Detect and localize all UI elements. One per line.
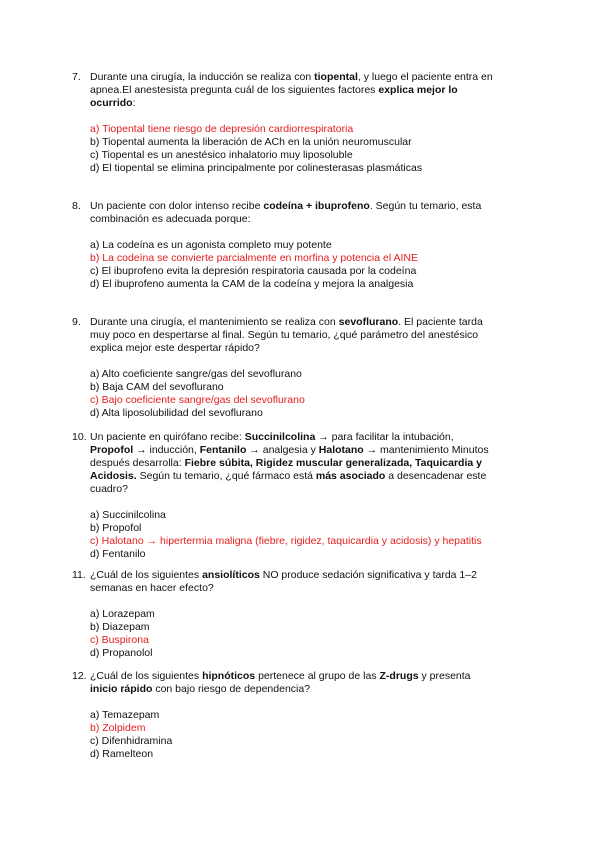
answer-option-correct: b) La codeína se convierte parcialmente en morfina y potencia el AINE bbox=[90, 252, 419, 264]
stem-bold-text: inicio rápido bbox=[90, 683, 153, 695]
answer-option-correct: c) Halotano → hipertermia maligna (fiebre, rigidez, taquicardia y acidosis) y hepatitis bbox=[90, 535, 482, 547]
question-stem bbox=[90, 316, 495, 355]
answer-option: c) Tiopental es un anestésico inhalatorio muy liposoluble bbox=[90, 149, 353, 161]
options-list bbox=[90, 368, 495, 420]
answer-option: b) Propofol bbox=[90, 522, 142, 534]
question-number: 12. bbox=[72, 670, 87, 682]
answer-option: b) Tiopental aumenta la liberación de ACh en la unión neuromuscular bbox=[90, 136, 412, 148]
question-number: 7. bbox=[72, 71, 81, 83]
answer-option: d) El ibuprofeno aumenta la CAM de la codeína y mejora la analgesia bbox=[90, 278, 414, 290]
stem-bold-text: Propofol bbox=[90, 444, 134, 456]
options-list bbox=[90, 123, 495, 175]
stem-bold-text: ansiolíticos bbox=[202, 569, 260, 581]
stem-text: ¿Cuál de los siguientes bbox=[90, 569, 203, 581]
answer-option: a) Lorazepam bbox=[90, 608, 155, 620]
question-9 bbox=[72, 316, 495, 420]
stem-text: Un paciente en quirófano recibe: bbox=[90, 431, 245, 443]
question-number: 11. bbox=[72, 569, 86, 581]
stem-text: → inducción, bbox=[133, 444, 200, 456]
question-stem bbox=[90, 670, 495, 696]
answer-option: a) Alto coeficiente sangre/gas del sevoflurano bbox=[90, 368, 302, 380]
stem-bold-text: hipnóticos bbox=[202, 670, 256, 682]
options-list bbox=[90, 608, 495, 660]
stem-bold-text: más asociado bbox=[315, 470, 386, 482]
question-number: 9. bbox=[72, 316, 81, 328]
question-7 bbox=[72, 71, 495, 175]
question-number: 10. bbox=[72, 431, 87, 443]
answer-option: c) Difenhidramina bbox=[90, 735, 173, 747]
answer-option: a) Temazepam bbox=[90, 709, 160, 721]
answer-option: d) El tiopental se elimina principalmente por colinesterasas plasmáticas bbox=[90, 162, 423, 174]
stem-text: . El paciente tarda muy poco en despertarse al final. Según tu temario, ¿qué parámetro del anestésico explica mejor este despertar rápido? bbox=[90, 316, 483, 354]
answer-option: a) La codeína es un agonista completo muy potente bbox=[90, 239, 332, 251]
stem-text: → mantenimiento Minutos después desarrolla: bbox=[90, 444, 489, 469]
answer-option: d) Propanolol bbox=[90, 647, 153, 659]
stem-bold-text: codeína + ibuprofeno bbox=[263, 200, 370, 212]
stem-text: . Según tu temario, esta combinación es adecuada porque: bbox=[90, 200, 482, 225]
stem-bold-text: explica mejor lo ocurrido bbox=[90, 84, 458, 109]
stem-text: y presenta bbox=[418, 670, 471, 682]
stem-bold-text: sevoflurano bbox=[338, 316, 399, 328]
stem-bold-text: Fentanilo bbox=[199, 444, 247, 456]
question-stem bbox=[90, 569, 495, 595]
answer-option: b) Baja CAM del sevoflurano bbox=[90, 381, 224, 393]
options-list bbox=[90, 709, 495, 761]
stem-bold-text: Fiebre súbita, Rigidez muscular generalizada, Taquicardia y Acidosis. bbox=[90, 457, 482, 482]
stem-text: ¿Cuál de los siguientes bbox=[90, 670, 203, 682]
stem-text: Un paciente con dolor intenso recibe bbox=[90, 200, 264, 212]
stem-text: a desencadenar este cuadro? bbox=[90, 470, 487, 495]
stem-text: → para facilitar la intubación, bbox=[315, 431, 454, 443]
question-11 bbox=[72, 569, 495, 660]
stem-bold-text: Z-drugs bbox=[379, 670, 419, 682]
options-list bbox=[90, 239, 495, 291]
answer-option: d) Ramelteon bbox=[90, 748, 154, 760]
stem-text: Durante una cirugía, la inducción se realiza con bbox=[90, 71, 315, 83]
stem-text: → analgesia y bbox=[246, 444, 319, 456]
answer-option: d) Alta liposolubilidad del sevoflurano bbox=[90, 407, 263, 419]
answer-option: c) El ibuprofeno evita la depresión respiratoria causada por la codeína bbox=[90, 265, 417, 277]
question-number: 8. bbox=[72, 200, 81, 212]
answer-option: d) Fentanilo bbox=[90, 548, 146, 560]
question-8 bbox=[72, 200, 495, 291]
stem-text: pertenece al grupo de las bbox=[255, 670, 380, 682]
stem-text: con bajo riesgo de dependencia? bbox=[152, 683, 311, 695]
stem-text: Según tu temario, ¿qué fármaco está bbox=[136, 470, 316, 482]
stem-text: NO produce sedación significativa y tarda 1–2 semanas en hacer efecto? bbox=[90, 569, 477, 594]
question-stem bbox=[90, 431, 495, 496]
answer-option-correct: a) Tiopental tiene riesgo de depresión cardiorrespiratoria bbox=[90, 123, 354, 135]
question-stem bbox=[90, 200, 495, 226]
stem-text: Durante una cirugía, el mantenimiento se realiza con bbox=[90, 316, 339, 328]
answer-option-correct: b) Zolpidem bbox=[90, 722, 146, 734]
question-10 bbox=[72, 431, 495, 561]
question-stem bbox=[90, 71, 495, 110]
stem-text: , y luego el paciente entra en apnea.El anestesista pregunta cuál de los siguientes factores bbox=[90, 71, 493, 96]
answer-option-correct: c) Buspirona bbox=[90, 634, 149, 646]
answer-option: b) Diazepam bbox=[90, 621, 150, 633]
options-list bbox=[90, 509, 495, 561]
answer-option-correct: c) Bajo coeficiente sangre/gas del sevoflurano bbox=[90, 394, 305, 406]
stem-bold-text: Halotano bbox=[318, 444, 364, 456]
stem-bold-text: Succinilcolina bbox=[244, 431, 316, 443]
stem-bold-text: tiopental bbox=[314, 71, 358, 83]
question-12 bbox=[72, 670, 495, 761]
answer-option: a) Succinilcolina bbox=[90, 509, 166, 521]
stem-text: : bbox=[132, 97, 136, 109]
